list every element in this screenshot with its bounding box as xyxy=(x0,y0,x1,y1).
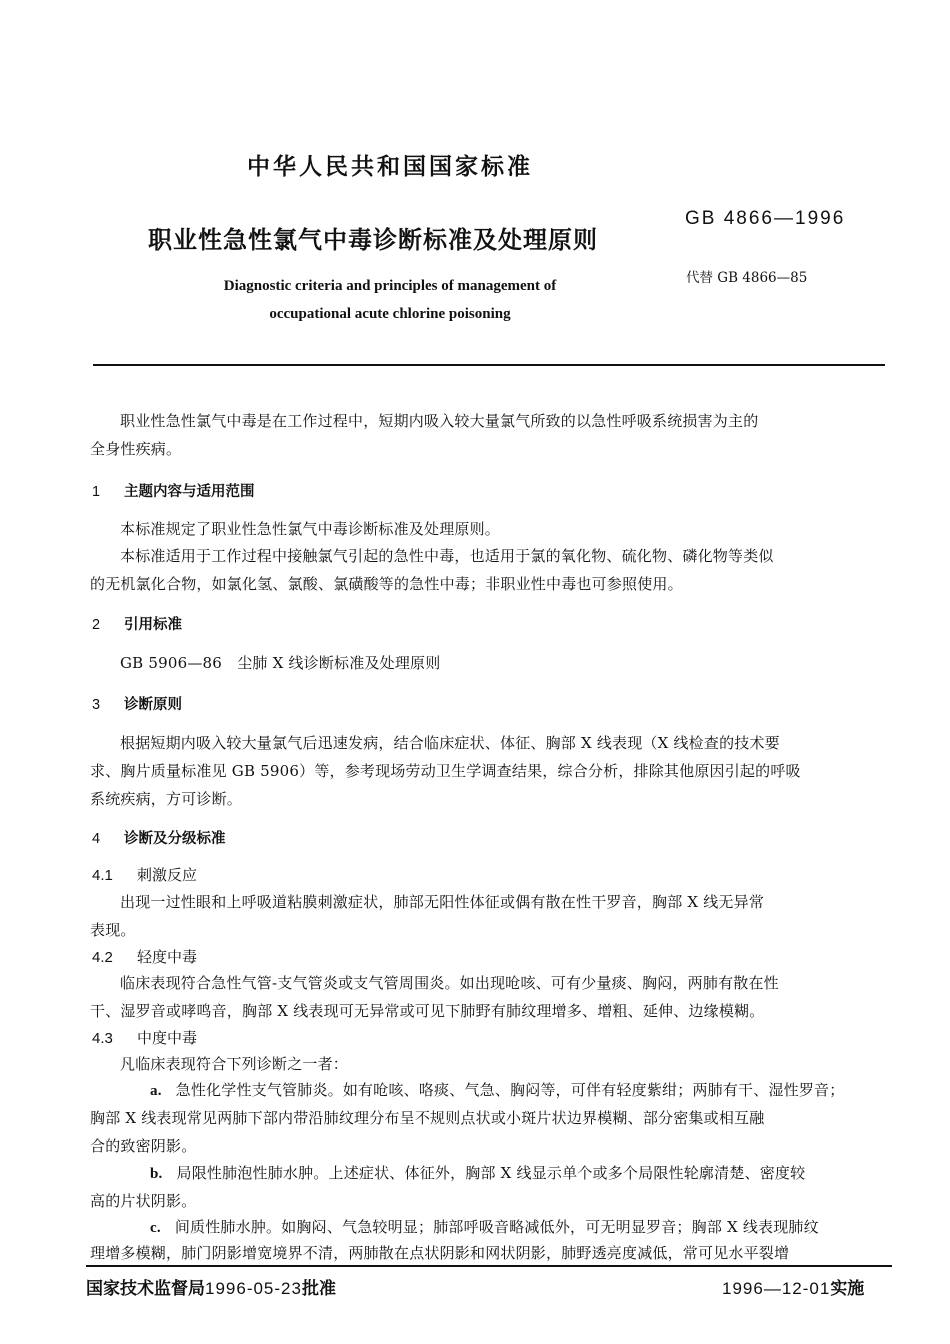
text-line: 合的致密阴影。 xyxy=(90,1137,197,1155)
intro-paragraph xyxy=(90,408,888,436)
subsection-4-2-text-cont xyxy=(90,998,888,1026)
effective-date: 1996—12-01 xyxy=(722,1279,831,1298)
section-title: 诊断及分级标准 xyxy=(124,831,226,847)
list-item-b-cont xyxy=(90,1188,888,1216)
list-item-c-cont xyxy=(90,1240,888,1268)
text-line: 急性化学性支气管肺炎。如有呛咳、咯痰、气急、胸闷等，可伴有轻度紫绀；两肺有干、湿性罗音； xyxy=(175,1081,845,1099)
section1-paragraph xyxy=(90,516,888,544)
title-en-line: Diagnostic criteria and principles of management of xyxy=(223,278,557,294)
intro-line: 全身性疾病。 xyxy=(90,440,182,458)
section-number: 4 xyxy=(92,831,101,847)
list-item-a-cont xyxy=(90,1105,888,1133)
intro-paragraph-cont xyxy=(90,436,888,464)
text-line: 胸部 X 线表现常见两肺下部内带沿肺纹理分布呈不规则点状或小斑片状边界模糊、部分密集或相互融 xyxy=(90,1109,765,1127)
subsection-number: 4.1 xyxy=(92,867,113,884)
section-title: 主题内容与适用范围 xyxy=(124,484,255,500)
section-number: 2 xyxy=(92,617,101,633)
list-marker: c. xyxy=(150,1220,161,1236)
list-item-a-cont xyxy=(90,1133,888,1161)
section3-paragraph xyxy=(90,730,888,758)
text-line: 间质性肺水肿。如胸闷、气急较明显；肺部呼吸音略减低外，可无明显罗音；胸部 X 线表现肺纹 xyxy=(174,1218,819,1236)
text-line: 临床表现符合急性气管-支气管炎或支气管周围炎。如出现呛咳、可有少量痰、胸闷，两肺有散在性 xyxy=(120,974,779,992)
text-line: 根据短期内吸入较大量氯气后迅速发病，结合临床症状、体征、胸部 X 线表现（X 线检查的技术要 xyxy=(120,734,780,752)
list-item-b xyxy=(90,1160,888,1189)
approval-date: 1996-05-23 xyxy=(205,1279,302,1298)
effective-suffix: 实施 xyxy=(830,1279,865,1299)
text-line: 高的片状阴影。 xyxy=(90,1192,197,1210)
text-line: 表现。 xyxy=(90,921,136,939)
text-line: 系统疾病，方可诊断。 xyxy=(90,790,243,808)
intro-line: 职业性急性氯气中毒是在工作过程中，短期内吸入较大量氯气所致的以急性呼吸系统损害为主的 xyxy=(120,412,759,430)
reference-line: GB 5906—86 尘肺 X 线诊断标准及处理原则 xyxy=(120,654,441,672)
footer-divider xyxy=(86,1265,892,1267)
section3-paragraph-cont xyxy=(90,758,888,786)
list-item-a xyxy=(90,1077,888,1106)
document-title-cn: 职业性急性氯气中毒诊断标准及处理原则 xyxy=(148,226,598,254)
approving-authority: 国家技术监督局 xyxy=(86,1279,205,1299)
subsection-title: 中度中毒 xyxy=(137,1029,198,1047)
text-line: 求、胸片质量标准见 GB 5906）等，参考现场劳动卫生学调查结果，综合分析，排除其他原因引起的呼吸 xyxy=(90,762,801,780)
text-line: 的无机氯化合物，如氯化氢、氯酸、氯磺酸等的急性中毒；非职业性中毒也可参照使用。 xyxy=(90,575,683,593)
replaces-standard: 代替 GB 4866—85 xyxy=(686,270,808,286)
national-standard-heading: 中华人民共和国国家标准 xyxy=(247,154,533,180)
text-line: 本标准规定了职业性急性氯气中毒诊断标准及处理原则。 xyxy=(120,520,501,538)
approval-info xyxy=(86,1274,336,1299)
approval-suffix: 批准 xyxy=(301,1279,336,1299)
reference-standard xyxy=(90,650,888,678)
subsection-number: 4.3 xyxy=(92,1030,113,1047)
document-title-en xyxy=(150,272,630,328)
section-title: 引用标准 xyxy=(124,617,182,633)
subsection-title: 刺激反应 xyxy=(137,866,198,884)
text-line: 本标准适用于工作过程中接触氯气引起的急性中毒，也适用于氯的氧化物、硫化物、磷化物等类似 xyxy=(120,547,774,565)
section-heading-3 xyxy=(92,693,182,714)
section-title: 诊断原则 xyxy=(124,697,182,713)
subsection-heading-4-2 xyxy=(92,946,197,967)
list-marker: a. xyxy=(150,1083,162,1099)
section-heading-1 xyxy=(92,480,255,501)
subsection-4-1-text-cont xyxy=(90,917,888,945)
list-item-c xyxy=(90,1214,888,1243)
subsection-4-2-text xyxy=(90,970,888,998)
section1-paragraph xyxy=(90,543,888,571)
text-line: 干、湿罗音或哮鸣音，胸部 X 线表现可无异常或可见下肺野有肺纹理增多、增粗、延伸、边缘模糊。 xyxy=(90,1002,765,1020)
subsection-4-3-intro xyxy=(90,1051,888,1079)
section3-paragraph-cont xyxy=(90,786,888,814)
text-line: 局限性肺泡性肺水肿。上述症状、体征外，胸部 X 线显示单个或多个局限性轮廓清楚、密度较 xyxy=(176,1164,806,1182)
subsection-number: 4.2 xyxy=(92,949,113,966)
subsection-heading-4-3 xyxy=(92,1027,197,1048)
list-marker: b. xyxy=(150,1166,163,1182)
section-heading-2 xyxy=(92,613,182,634)
title-en-line: occupational acute chlorine poisoning xyxy=(269,306,511,322)
text-line: 理增多模糊，肺门阴影增宽境界不清，两肺散在点状阴影和网状阴影，肺野透亮度减低，常可见水平裂增 xyxy=(90,1244,790,1262)
section-number: 1 xyxy=(92,484,101,500)
subsection-title: 轻度中毒 xyxy=(137,948,198,966)
text-line: 凡临床表现符合下列诊断之一者： xyxy=(120,1055,349,1073)
subsection-heading-4-1 xyxy=(92,864,197,885)
header-divider xyxy=(93,364,885,366)
text-line: 出现一过性眼和上呼吸道粘膜刺激症状，肺部无阳性体征或偶有散在性干罗音，胸部 X 线无异常 xyxy=(120,893,765,911)
section1-paragraph-cont xyxy=(90,571,888,599)
standard-number: GB 4866—1996 xyxy=(685,208,846,229)
section-heading-4 xyxy=(92,827,226,848)
effective-info xyxy=(722,1274,864,1299)
subsection-4-1-text xyxy=(90,889,888,917)
section-number: 3 xyxy=(92,697,101,713)
